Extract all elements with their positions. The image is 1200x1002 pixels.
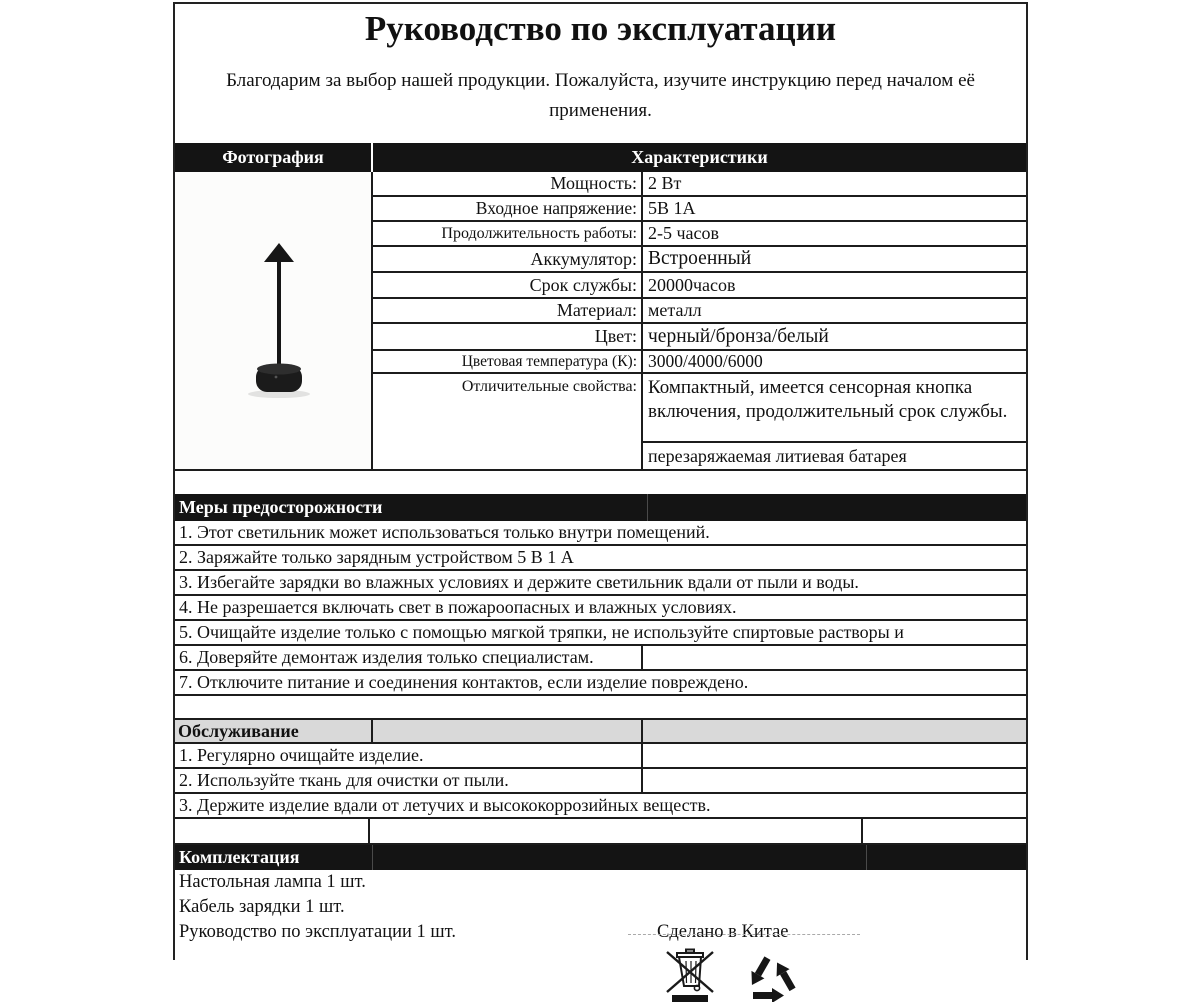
spec-rows <box>373 172 1026 469</box>
intro-text: Благодарим за выбор нашей продукции. Пожалуйста, изучите инструкцию перед началом её применения. <box>226 70 975 121</box>
spec-row-color: Цвет: черный/бронза/белый <box>373 324 1026 351</box>
spec-row-voltage: Входное напряжение: 5В 1А <box>373 197 1026 222</box>
title-block <box>175 4 1026 143</box>
safety-item: 4. Не разрешается включать свет в пожароопасных и влажных условиях. <box>175 596 1026 621</box>
empty-row <box>175 819 1026 845</box>
battery-note: перезаряжаемая литиевая батарея <box>648 445 907 466</box>
weee-crossed-bin-icon <box>661 946 719 1002</box>
spec-row-battery: Аккумулятор: Встроенный <box>373 247 1026 273</box>
manual-page <box>173 2 1028 1000</box>
spec-row-lifetime: Срок службы: 20000часов <box>373 273 1026 299</box>
safety-item: 6. Доверяйте демонтаж изделия только специалистам. <box>175 646 1026 671</box>
spec-row-power: Мощность: 2 Вт <box>373 172 1026 197</box>
made-in-label: Сделано в Китае <box>657 922 789 942</box>
package-item: Настольная лампа 1 шт. <box>179 872 366 892</box>
spacer-row <box>175 471 1026 494</box>
maintenance-section-header <box>175 718 1026 744</box>
spacer-row <box>175 696 1026 718</box>
divider-line <box>628 934 860 935</box>
spec-row-material: Материал: металл <box>373 299 1026 324</box>
package-section-header <box>175 845 1026 870</box>
safety-item: 1. Этот светильник может использоваться только внутри помещений. <box>175 521 1026 546</box>
photo-column-header: Фотография <box>175 143 373 172</box>
spec-column-header: Характеристики <box>373 143 1026 172</box>
page-title: Руководство по эксплуатации <box>364 9 837 48</box>
package-item: Руководство по эксплуатации 1 шт. Сделано в Китае <box>175 920 1026 945</box>
compliance-icons <box>661 946 797 1002</box>
table-header-row <box>175 143 1026 172</box>
safety-item: 7. Отключите питание и соединения контактов, если изделие повреждено. <box>175 671 1026 696</box>
safety-item: 3. Избегайте зарядки во влажных условиях и держите светильник вдали от пыли и воды. <box>175 571 1026 596</box>
safety-item: 5. Очищайте изделие только с помощью мягкой тряпки, не используйте спиртовые растворы и <box>175 621 1026 646</box>
maintenance-item: 1. Регулярно очищайте изделие. <box>175 744 1026 769</box>
recycling-icon <box>745 952 797 1002</box>
maintenance-item: 2. Используйте ткань для очистки от пыли. <box>175 769 1026 794</box>
spec-table <box>175 172 1026 471</box>
table-lamp-image <box>175 172 371 469</box>
safety-item: 2. Заряжайте только зарядным устройством 5 В 1 А <box>175 546 1026 571</box>
spec-row-runtime: Продолжительность работы: 2-5 часов <box>373 222 1026 247</box>
features-text: Компактный, имеется сенсорная кнопка включения, продолжительный срок службы. <box>643 374 1026 443</box>
spec-row-features: Отличительные свойства: Компактный, имеется сенсорная кнопка включения, продолжительный срок службы. перезаряжаемая литиевая батарея <box>373 374 1026 469</box>
maintenance-item: 3. Держите изделие вдали от летучих и высококоррозийных веществ. <box>175 794 1026 819</box>
safety-header-label: Меры предосторожности <box>175 494 647 521</box>
package-header-label: Комплектация <box>175 845 372 870</box>
document-frame <box>173 2 1028 960</box>
safety-section-header <box>175 494 1026 521</box>
package-item: Кабель зарядки 1 шт. <box>179 897 345 917</box>
maintenance-header-label: Обслуживание <box>175 720 371 742</box>
product-photo <box>175 172 373 469</box>
spec-row-color-temp: Цветовая температура (К): 3000/4000/6000 <box>373 351 1026 374</box>
